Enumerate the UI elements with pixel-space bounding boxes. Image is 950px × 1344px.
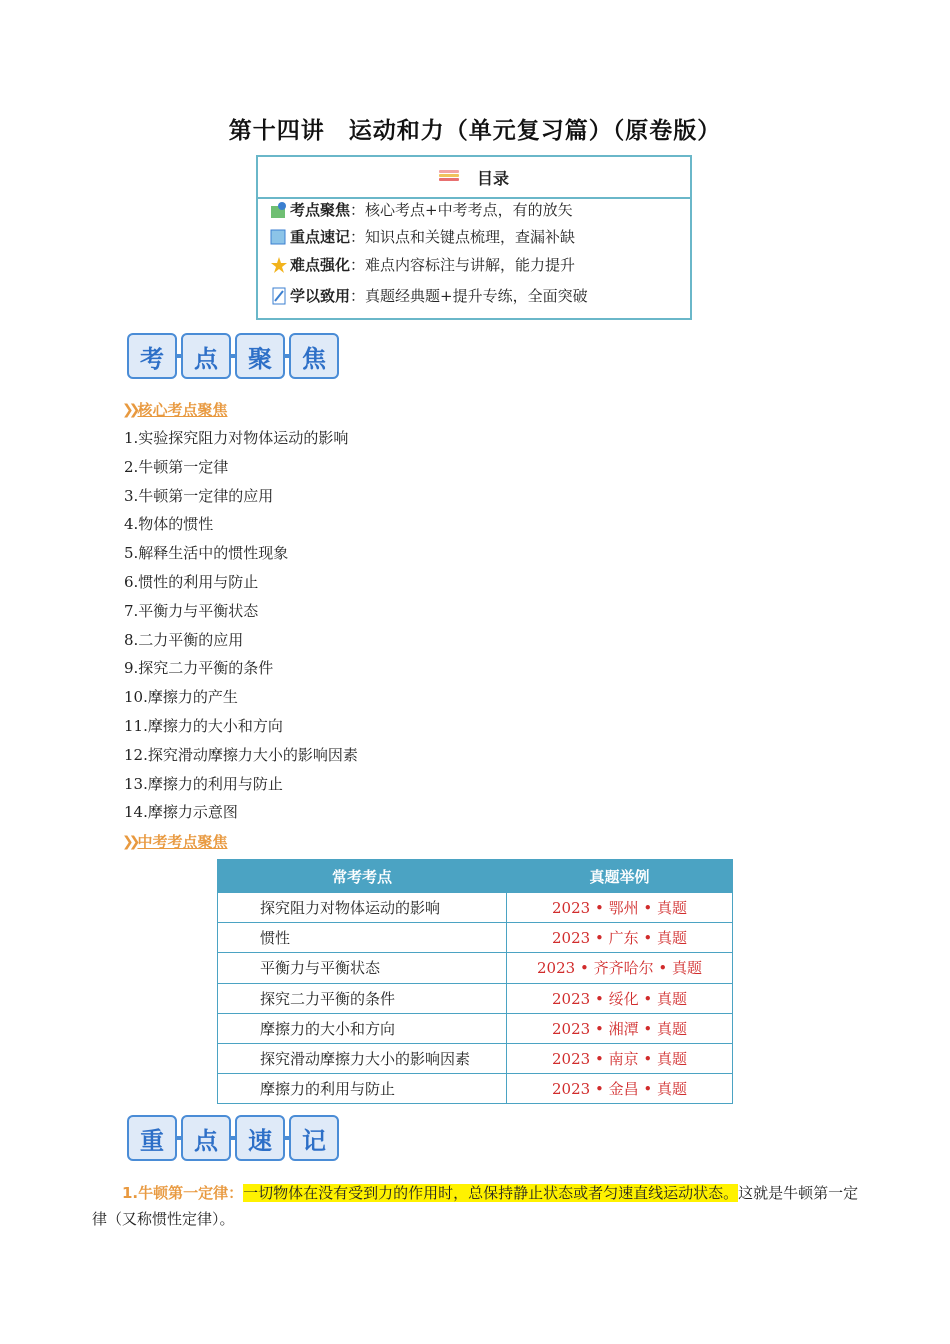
table-row xyxy=(218,983,733,1013)
table-cell: 摩擦力的利用与防止 xyxy=(218,1074,507,1104)
toc-item-label: 难点强化 xyxy=(290,256,351,274)
table-row xyxy=(218,1013,733,1043)
list-item: 3.牛顿第一定律的应用 xyxy=(124,486,274,505)
table-cell: 探究滑动摩擦力大小的影响因素 xyxy=(218,1043,507,1073)
core-points-list xyxy=(124,428,358,831)
toc-item-xueyi[interactable] xyxy=(270,285,588,306)
list-item: 9.探究二力平衡的条件 xyxy=(124,659,274,678)
section-banner-zhongdian xyxy=(127,1115,339,1161)
list-item: 6.惯性的利用与防止 xyxy=(124,572,259,591)
table-of-contents xyxy=(256,155,692,320)
table-cell: 2023 • 绥化 • 真题 xyxy=(507,983,733,1013)
banner-char: 焦 xyxy=(289,333,339,379)
table-cell: 平衡力与平衡状态 xyxy=(218,953,507,983)
banner-char: 点 xyxy=(181,1115,231,1161)
star-icon xyxy=(270,256,288,274)
list-icon xyxy=(439,169,459,185)
toc-item-kaodian[interactable] xyxy=(270,199,573,220)
table-row xyxy=(218,1043,733,1073)
banner-char: 记 xyxy=(289,1115,339,1161)
para-heading: 1.牛顿第一定律： xyxy=(122,1184,244,1202)
table-row xyxy=(218,1074,733,1104)
list-item: 2.牛顿第一定律 xyxy=(124,457,229,476)
subheading-core: ❯❯ 核心考点聚焦 xyxy=(122,401,228,419)
table-cell: 2023 • 金昌 • 真题 xyxy=(507,1074,733,1104)
banner-char: 考 xyxy=(127,333,177,379)
banner-char: 重 xyxy=(127,1115,177,1161)
column-header: 常考考点 xyxy=(218,860,507,893)
highlighted-text: 一切物体在没有受到力的作用时，总保持静止状态或者匀速直线运动状态。 xyxy=(243,1184,739,1202)
banner-char: 点 xyxy=(181,333,231,379)
list-item: 10.摩擦力的产生 xyxy=(124,688,238,707)
list-item: 8.二力平衡的应用 xyxy=(124,630,244,649)
toc-item-label: 重点速记 xyxy=(290,228,351,246)
para-text: 这就是牛顿第一定律（又称惯性定律）。 xyxy=(92,1184,859,1228)
toc-item-desc: ：难点内容标注与讲解，能力提升 xyxy=(350,256,576,274)
toc-heading: 目录 xyxy=(476,168,509,188)
table-row xyxy=(218,893,733,923)
table-cell: 2023 • 齐齐哈尔 • 真题 xyxy=(507,953,733,983)
section-banner-kaodian xyxy=(127,333,339,379)
toc-item-desc: ：核心考点+中考考点，有的放矢 xyxy=(350,201,573,219)
table-cell: 2023 • 广东 • 真题 xyxy=(507,923,733,953)
double-chevron-icon: ❯❯ xyxy=(122,401,136,418)
list-item: 7.平衡力与平衡状态 xyxy=(124,601,259,620)
table-cell: 探究阻力对物体运动的影响 xyxy=(218,893,507,923)
table-cell: 惯性 xyxy=(218,923,507,953)
toc-item-nandian[interactable] xyxy=(270,254,575,275)
list-item: 13.摩擦力的利用与防止 xyxy=(124,774,283,793)
toc-item-zhongdian[interactable] xyxy=(270,226,575,247)
page-title: 第十四讲 运动和力（单元复习篇）（原卷版） xyxy=(228,118,722,144)
table-cell: 2023 • 南京 • 真题 xyxy=(507,1043,733,1073)
list-item: 5.解释生活中的惯性现象 xyxy=(124,544,289,563)
list-item: 11.摩擦力的大小和方向 xyxy=(124,716,283,735)
list-item: 4.物体的惯性 xyxy=(124,515,214,534)
table-row xyxy=(218,923,733,953)
newton-first-law-paragraph xyxy=(92,1180,872,1232)
exam-points-table xyxy=(217,859,733,1104)
toc-item-desc: ：知识点和关键点梳理，查漏补缺 xyxy=(350,228,576,246)
table-header-row xyxy=(218,860,733,893)
banner-char: 速 xyxy=(235,1115,285,1161)
table-cell: 2023 • 鄂州 • 真题 xyxy=(507,893,733,923)
table-row xyxy=(218,953,733,983)
pencil-note-icon xyxy=(270,287,288,305)
banner-char: 聚 xyxy=(235,333,285,379)
table-cell: 2023 • 湘潭 • 真题 xyxy=(507,1013,733,1043)
map-pin-icon xyxy=(270,201,288,219)
column-header: 真题举例 xyxy=(507,860,733,893)
toc-item-desc: ：真题经典题+提升专练，全面突破 xyxy=(350,287,588,305)
table-cell: 探究二力平衡的条件 xyxy=(218,983,507,1013)
list-item: 1.实验探究阻力对物体运动的影响 xyxy=(124,429,349,447)
book-icon xyxy=(270,228,288,246)
toc-item-label: 考点聚焦 xyxy=(290,201,351,219)
table-cell: 摩擦力的大小和方向 xyxy=(218,1013,507,1043)
toc-item-label: 学以致用 xyxy=(290,287,351,305)
double-chevron-icon: ❯❯ xyxy=(122,833,136,850)
list-item: 14.摩擦力示意图 xyxy=(124,803,238,822)
toc-header xyxy=(258,157,690,199)
list-item: 12.探究滑动摩擦力大小的影响因素 xyxy=(124,745,358,764)
subheading-exam: ❯❯ 中考考点聚焦 xyxy=(122,833,228,851)
